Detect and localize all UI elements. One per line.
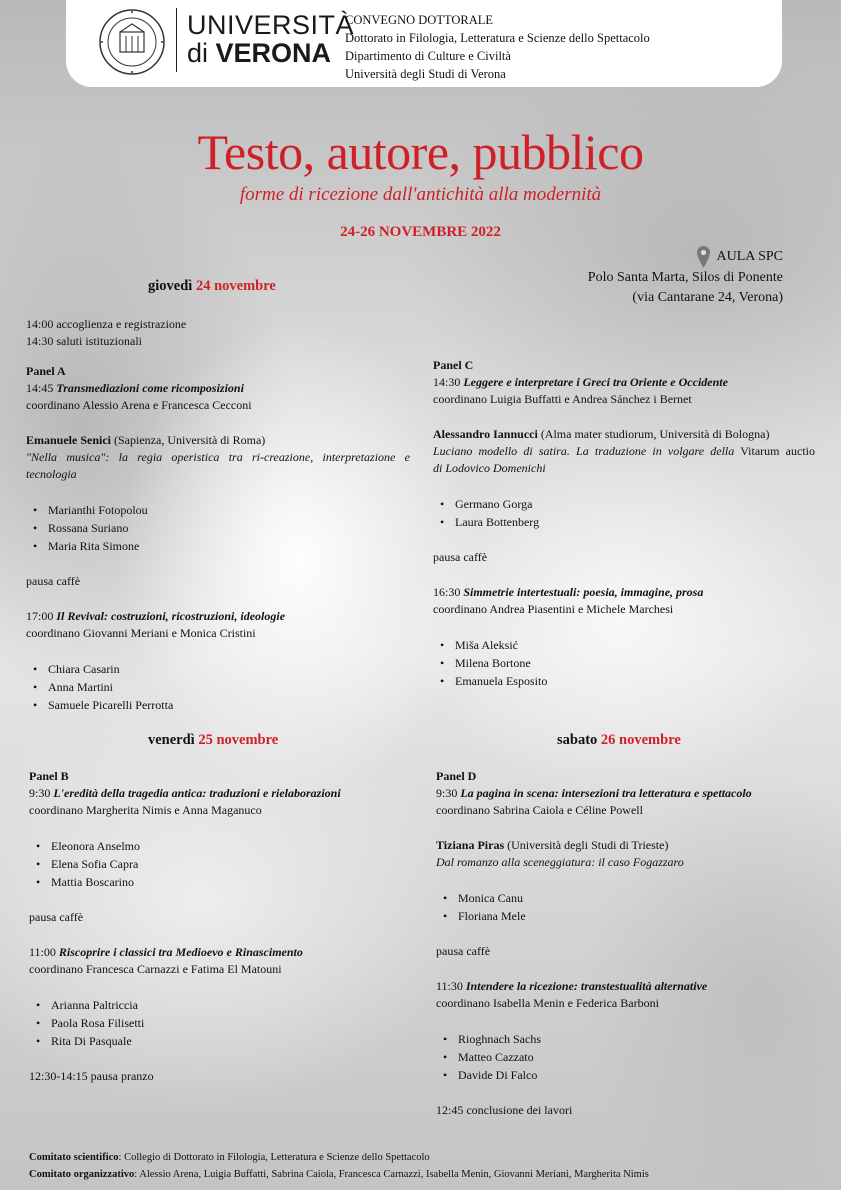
keynote-title: Dal romanzo alla sceneggiatura: il caso Fogazzaro <box>436 855 684 869</box>
list-item: • Laura Bottenberg <box>433 513 815 531</box>
list-item: • Miša Aleksić <box>433 636 815 654</box>
speaker-list <box>436 889 816 925</box>
logo-divider <box>176 8 177 72</box>
organizing-committee: Comitato organizzativo: Alessio Arena, Luigia Buffatti, Sabrina Caiola, Francesca Carnazzi, Isabella Menin, Giovanni Meriani, Margherita Nimis <box>29 1169 649 1180</box>
day-heading-thursday: giovedì 24 novembre <box>148 278 276 294</box>
venue-address-line: (via Cantarane 24, Verona) <box>632 290 783 305</box>
university-seal-icon <box>98 8 166 76</box>
list-item: • Davide Di Falco <box>436 1066 816 1084</box>
speaker-list <box>436 1030 816 1084</box>
list-item: • Milena Bortone <box>433 654 815 672</box>
logo-city-line <box>187 38 331 68</box>
thursday-program <box>26 316 410 714</box>
footer-committees <box>29 1149 649 1183</box>
list-item: • Rioghnach Sachs <box>436 1030 816 1048</box>
panel-chairs: coordinano Alessio Arena e Francesca Cecconi <box>26 398 252 412</box>
venue-name: AULA SPC <box>716 249 783 264</box>
panel-label: Panel D <box>436 769 477 783</box>
keynote-speaker: Emanuele Senici (Sapienza, Università di Roma) <box>26 433 266 447</box>
scientific-committee: Comitato scientifico: Collegio di Dottorato in Filologia, Letteratura e Scienze dello Spettacolo <box>29 1152 430 1163</box>
day-heading-friday: venerdì 25 novembre <box>148 732 279 748</box>
panel-session: 17:00 Il Revival: costruzioni, ricostruzioni, ideologie <box>26 609 286 623</box>
list-item: • Monica Canu <box>436 889 816 907</box>
panel-chairs: coordinano Margherita Nimis e Anna Maganuco <box>29 803 262 817</box>
page-title: Testo, autore, pubblico <box>197 124 644 180</box>
panel-chairs: coordinano Luigia Buffatti e Andrea Sánchez i Bernet <box>433 392 692 406</box>
list-item: • Rita Di Pasquale <box>29 1032 409 1050</box>
list-item: • Germano Gorga <box>433 495 815 513</box>
speaker-list <box>433 636 815 690</box>
panel-chairs: coordinano Francesca Carnazzi e Fatima El Matouni <box>29 962 282 976</box>
list-item: • Anna Martini <box>26 678 410 696</box>
venue-address-line: Polo Santa Marta, Silos di Ponente <box>587 270 783 285</box>
list-item: • Floriana Mele <box>436 907 816 925</box>
panel-chairs: coordinano Andrea Piasentini e Michele Marchesi <box>433 602 674 616</box>
day-heading-saturday: sabato 26 novembre <box>557 732 681 748</box>
event-dates: 24-26 NOVEMBRE 2022 <box>340 224 501 240</box>
logo-university-word: UNIVERSITÀ <box>187 10 355 40</box>
list-item: • Chiara Casarin <box>26 660 410 678</box>
list-item: • Arianna Paltriccia <box>29 996 409 1014</box>
schedule-line: 14:30 saluti istituzionali <box>26 334 142 348</box>
page-subtitle: forme di ricezione dall'antichità alla modernità <box>239 184 602 205</box>
coffee-break: pausa caffè <box>436 944 491 958</box>
keynote-title-cont: di Lodovico Domenichi <box>433 461 546 475</box>
friday-program <box>29 768 409 1085</box>
keynote-speaker: Tiziana Piras (Università degli Studi di Trieste) <box>436 838 669 852</box>
panel-session: 14:30 Leggere e interpretare i Greci tra Oriente e Occidente <box>433 375 728 389</box>
panel-chairs: coordinano Isabella Menin e Federica Barboni <box>436 996 659 1010</box>
panel-session: 9:30 L'eredità della tragedia antica: traduzioni e rielaborazioni <box>29 786 341 800</box>
list-item: • Emanuela Esposito <box>433 672 815 690</box>
panel-label: Panel C <box>433 358 474 372</box>
list-item: • Maria Rita Simone <box>26 537 410 555</box>
closing-line: 12:45 conclusione dei lavori <box>436 1103 573 1117</box>
coffee-break: pausa caffè <box>29 910 84 924</box>
keynote-title-cont: tecnologia <box>26 467 77 481</box>
list-item: • Rossana Suriano <box>26 519 410 537</box>
header-banner <box>66 0 782 87</box>
schedule-line: 14:00 accoglienza e registrazione <box>26 317 187 331</box>
speaker-list <box>433 495 815 531</box>
header-info-line: Università degli Studi di Verona <box>345 67 506 81</box>
list-item: • Elena Sofia Capra <box>29 855 409 873</box>
coffee-break: pausa caffè <box>433 550 488 564</box>
header-info-line: CONVEGNO DOTTORALE <box>345 13 494 27</box>
panel-chairs: coordinano Sabrina Caiola e Céline Powell <box>436 803 643 817</box>
list-item: • Samuele Picarelli Perrotta <box>26 696 410 714</box>
thursday-program-right <box>433 357 815 690</box>
speaker-list <box>29 837 409 891</box>
list-item: • Mattia Boscarino <box>29 873 409 891</box>
panel-session: 11:00 Riscoprire i classici tra Medioevo e Rinascimento <box>29 945 303 959</box>
panel-session: 16:30 Simmetrie intertestuali: poesia, immagine, prosa <box>433 585 704 599</box>
venue-block <box>588 246 783 308</box>
logo-di: di <box>187 38 209 68</box>
panel-label: Panel A <box>26 364 66 378</box>
location-pin-icon <box>697 246 710 268</box>
panel-session: 14:45 Transmediazioni come ricomposizioni <box>26 381 244 395</box>
list-item: • Marianthi Fotopolou <box>26 501 410 519</box>
panel-label: Panel B <box>29 769 69 783</box>
speaker-list <box>29 996 409 1050</box>
keynote-speaker: Alessandro Iannucci (Alma mater studiorum, Università di Bologna) <box>433 427 770 441</box>
header-info <box>345 11 650 83</box>
lunch-break: 12:30-14:15 pausa pranzo <box>29 1069 154 1083</box>
coffee-break: pausa caffè <box>26 574 81 588</box>
list-item: • Eleonora Anselmo <box>29 837 409 855</box>
panel-chairs: coordinano Giovanni Meriani e Monica Cristini <box>26 626 256 640</box>
logo-city: VERONA <box>215 38 332 68</box>
header-info-line: Dottorato in Filologia, Letteratura e Scienze dello Spettacolo <box>345 31 650 45</box>
keynote-title: Luciano modello di satira. La traduzione in volgare della Vitarum auctio <box>433 444 815 458</box>
panel-session: 9:30 La pagina in scena: intersezioni tra letteratura e spettacolo <box>436 786 752 800</box>
speaker-list <box>26 501 410 555</box>
saturday-program <box>436 768 816 1119</box>
keynote-title: "Nella musica": la regia operistica tra ri-creazione, interpretazione e <box>26 450 410 464</box>
list-item: • Matteo Cazzato <box>436 1048 816 1066</box>
header-info-line: Dipartimento di Culture e Civiltà <box>345 49 511 63</box>
panel-session: 11:30 Intendere la ricezione: transtestualità alternative <box>436 979 708 993</box>
list-item: • Paola Rosa Filisetti <box>29 1014 409 1032</box>
speaker-list <box>26 660 410 714</box>
